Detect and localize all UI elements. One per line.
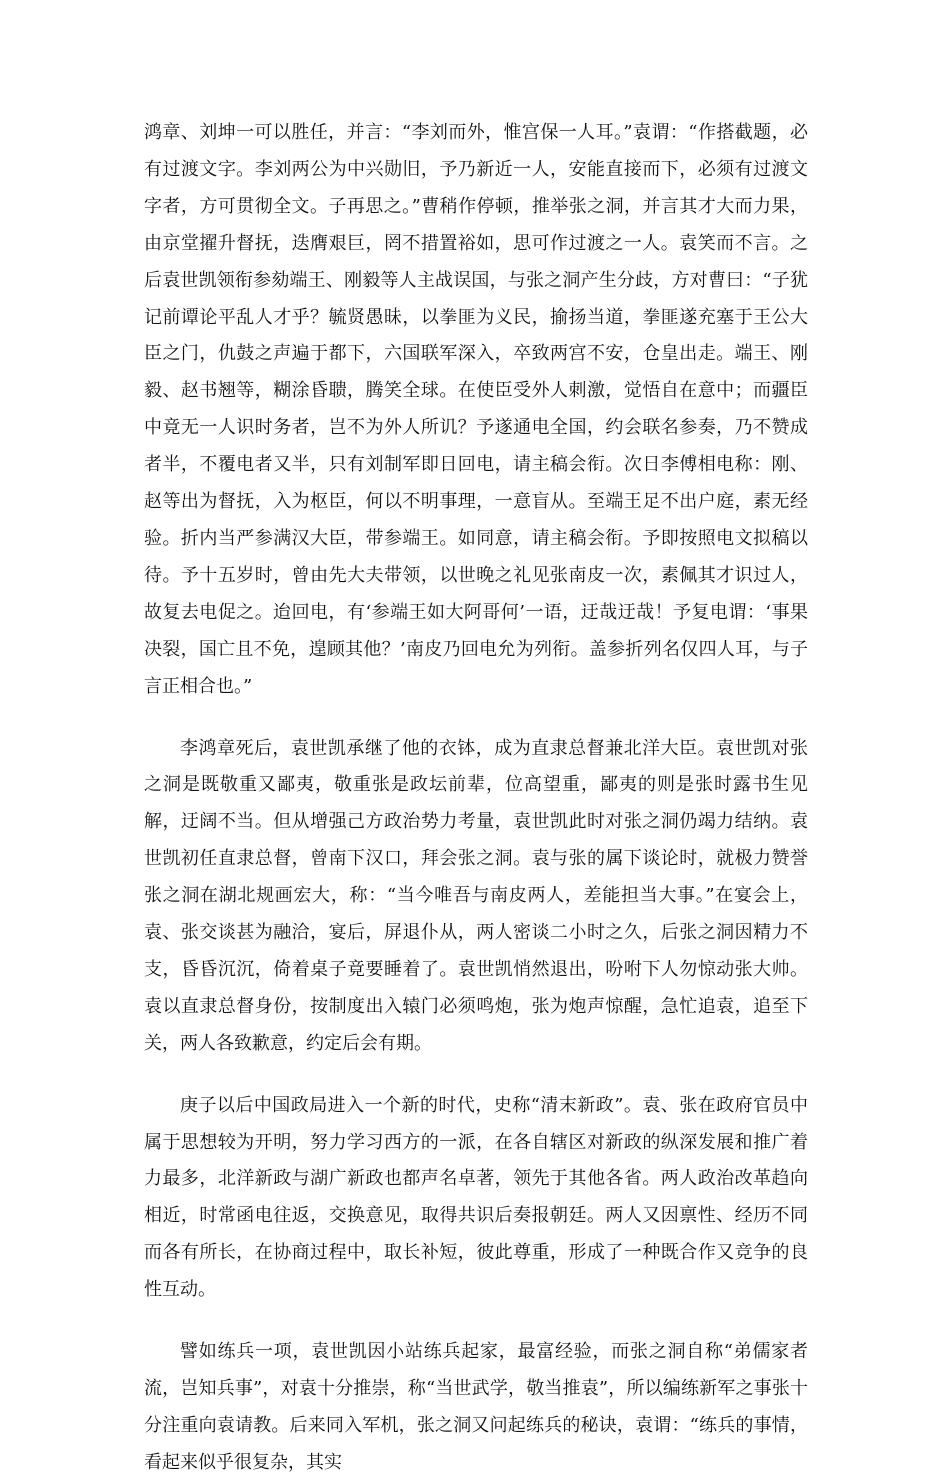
paragraph-3: 庚子以后中国政局进入一个新的时代，史称“清末新政”。袁、张在政府官员中属于思想较为开明，努力学习西方的一派，在各自辖区对新政的纵深发展和推广着力最多，北洋新政与湖广新政也都声名卓著，领先于其他各省。两人政治改革趋向相近，时常函电往返，交换意见，取得共识后奏报朝廷。两人又因禀性、经历不同而各有所长，在协商过程中，取长补短，彼此尊重，形成了一种既合作又竞争的良性互动。 xyxy=(144,1094,808,1301)
paragraph-4: 譬如练兵一项，袁世凯因小站练兵起家，最富经验，而张之洞自称“弟儒家者流，岂知兵事”，对袁十分推崇，称“当世武学，敬当推袁”，所以编练新军之事张十分注重向袁请教。后来同入军机，张之洞又问起练兵的秘诀，袁谓：“练兵的事情，看起来似乎很复杂，其实 xyxy=(144,1341,808,1473)
paragraph-2: 李鸿章死后，袁世凯承继了他的衣钵，成为直隶总督兼北洋大臣。袁世凯对张之洞是既敬重又鄙夷，敬重张是政坛前辈，位高望重，鄙夷的则是张时露书生见解，迂阔不当。但从增强己方政治势力考量，袁世凯此时对张之洞仍竭力结纳。袁世凯初任直隶总督，曾南下汉口，拜会张之洞。袁与张的属下谈论时，就极力赞誉张之洞在湖北规画宏大，称：“当今唯吾与南皮两人，差能担当大事。”在宴会上，袁、张交谈甚为融洽，宴后，屏退仆从，两人密谈二小时之久，后张之洞因精力不支，昏昏沉沉，倚着桌子竟要睡着了。袁世凯悄然退出，吩咐下人勿惊动张大帅。袁以直隶总督身份，按制度出入辕门必须鸣炮，张为炮声惊醒，急忙追袁，追至下关，两人各致歉意，约定后会有期。 xyxy=(144,737,808,1054)
document-page xyxy=(144,115,808,1482)
paragraph-1: 鸿章、刘坤一可以胜任，并言：“李刘而外，惟宫保一人耳。”袁谓：“作搭截题，必有过渡文字。李刘两公为中兴勋旧，予乃新近一人，安能直接而下，必须有过渡文字者，方可贯彻全文。子再思之。”曹稍作停顿，推举张之洞，并言其才大而力果，由京堂擢升督抚，迭膺艰巨，罔不措置裕如，思可作过渡之一人。袁笑而不言。之后袁世凯领衔参劾端王、刚毅等人主战误国，与张之洞产生分歧，方对曹曰：“子犹记前谭论平乱人才乎？毓贤愚昧，以拳匪为义民，揄扬当道，拳匪遂充塞于王公大臣之门，仇鼓之声遍于都下，六国联军深入，卒致两宫不安，仓皇出走。端王、刚毅、赵书翘等，糊涂昏聩，腾笑全球。在使臣受外人刺激，觉悟自在意中；而疆臣中竟无一人识时务者，岂不为外人所讥？予遂通电全国，约会联名参奏，乃不赞成者半，不覆电者又半，只有刘制军即日回电，请主稿会衔。次日李傅相电称：刚、赵等出为督抚，入为枢臣，何以不明事理，一意盲从。至端王足不出户庭，素无经验。折内当严参满汉大臣，带参端王。如同意，请主稿会衔。予即按照电文拟稿以待。予十五岁时，曾由先大夫带领，以世晚之礼见张南皮一次，素佩其才识过人，故复去电促之。迨回电，有‘参端王如大阿哥何’一语，迂哉迂哉！予复电谓：‘事果决裂，国亡且不免，遑顾其他？’南皮乃回电允为列衔。盖参折列名仅四人耳，与子言正相合也。” xyxy=(144,122,808,697)
